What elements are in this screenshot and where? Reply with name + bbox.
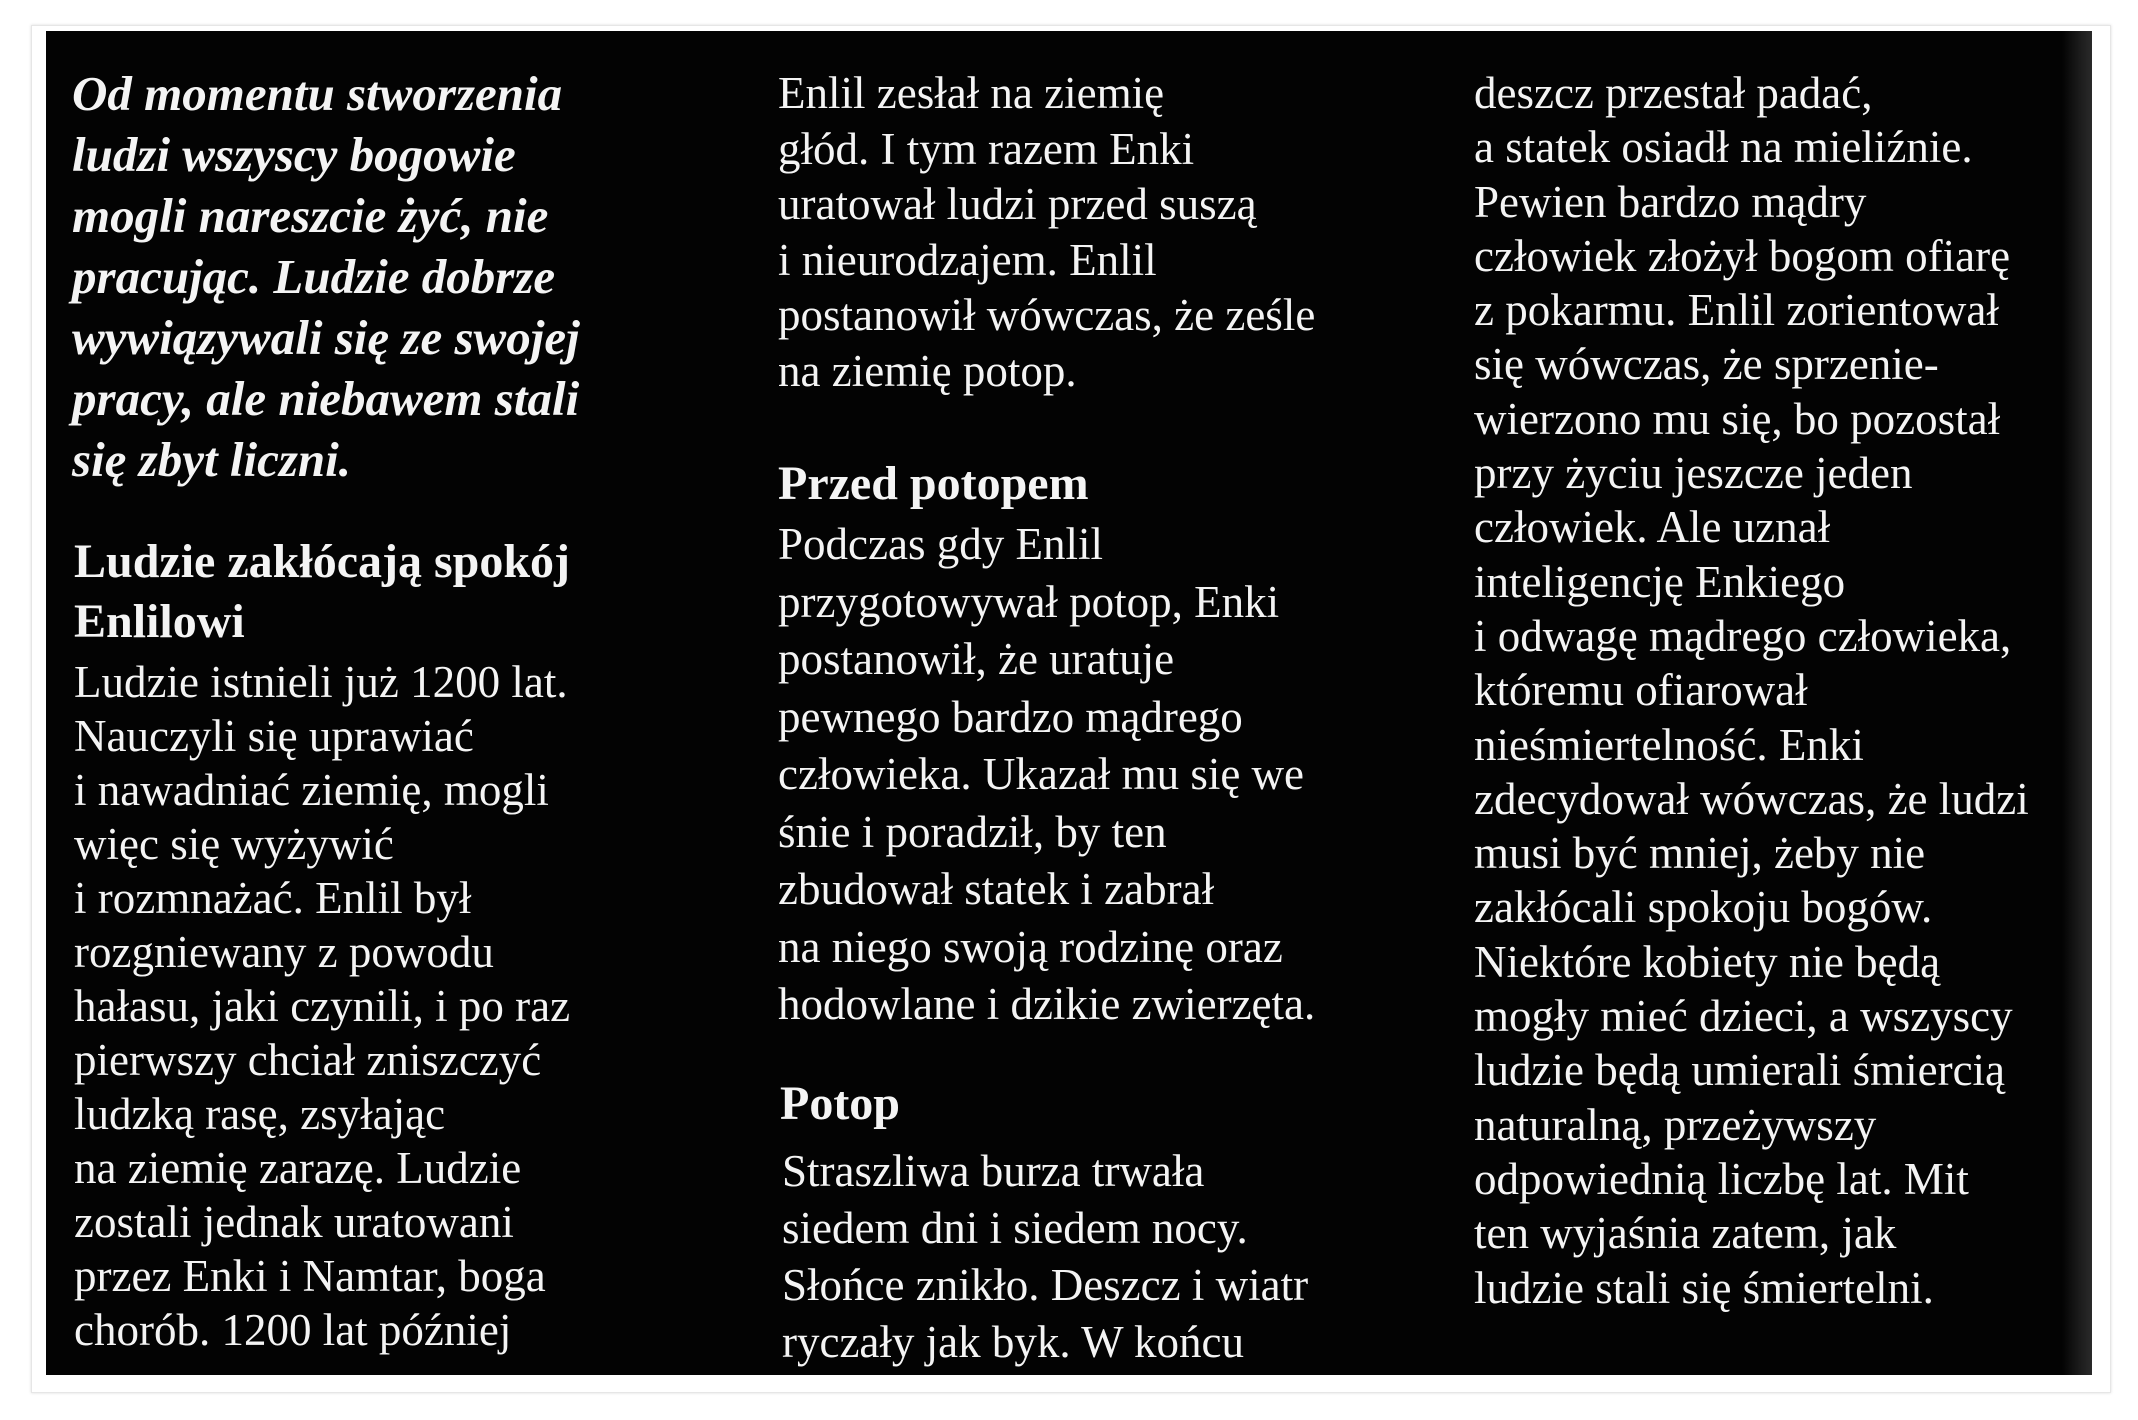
text-line: a statek osiadł na mieliźnie. xyxy=(1474,122,1973,173)
text-line: ten wyjaśnia zatem, jak xyxy=(1474,1208,1897,1259)
text-line: wywiązywali się ze swojej xyxy=(72,310,580,365)
text-line: pracy, ale niebawem stali xyxy=(72,371,580,426)
section-heading-przed-potopem xyxy=(778,454,1089,514)
section-heading-potop xyxy=(780,1074,900,1134)
text-line: postanowił, że uratuje xyxy=(778,634,1175,684)
text-line: Przed potopem xyxy=(778,457,1089,510)
text-line: Od momentu stworzenia xyxy=(72,66,563,121)
text-line: człowieka. Ukazał mu się we xyxy=(778,749,1305,799)
text-line: Podczas gdy Enlil xyxy=(778,519,1103,569)
intro-paragraph xyxy=(72,63,580,490)
text-line: człowiek złożył bogom ofiarę xyxy=(1474,230,2011,281)
text-line: Ludzie zakłócają spokój xyxy=(74,535,571,588)
text-line: hałasu, jaki czynili, i po raz xyxy=(74,981,571,1031)
text-line: i rozmnażać. Enlil był xyxy=(74,873,472,923)
text-line: mogli nareszcie żyć, nie xyxy=(72,188,549,243)
text-line: siedem dni i siedem nocy. xyxy=(782,1203,1248,1253)
text-line: wierzono mu się, bo pozostał xyxy=(1474,393,2001,444)
text-line: głód. I tym razem Enki xyxy=(778,123,1195,174)
text-line: pewnego bardzo mądrego xyxy=(778,691,1243,742)
column1-body-paragraph xyxy=(74,655,570,1357)
text-line: i nieurodzajem. Enlil xyxy=(778,234,1157,285)
text-line: odpowiednią liczbę lat. Mit xyxy=(1474,1153,1969,1204)
text-line: pracując. Ludzie dobrze xyxy=(72,249,556,304)
text-line: przy życiu jeszcze jeden xyxy=(1474,448,1913,499)
column3-body-paragraph xyxy=(1474,66,2029,1315)
text-line: inteligencję Enkiego xyxy=(1474,556,1846,607)
text-line: Słońce znikło. Deszcz i wiatr xyxy=(782,1260,1309,1310)
text-line: zakłócali spokoju bogów. xyxy=(1474,882,1933,933)
text-line: Straszliwa burza trwała xyxy=(782,1146,1205,1196)
text-line: musi być mniej, żeby nie xyxy=(1474,828,1926,879)
text-line: i nawadniać ziemię, mogli xyxy=(74,765,549,815)
text-line: pierwszy chciał zniszczyć xyxy=(74,1035,542,1085)
text-line: śnie i poradził, by ten xyxy=(778,806,1167,857)
text-line: ryczały jak byk. W końcu xyxy=(782,1317,1244,1367)
text-line: nieśmiertelność. Enki xyxy=(1474,719,1864,770)
text-line: naturalną, przeżywszy xyxy=(1474,1099,1877,1150)
text-line: ludzie będą umierali śmiercią xyxy=(1474,1045,2006,1096)
text-line: i odwagę mądrego człowieka, xyxy=(1474,610,2012,661)
text-line: Enlilowi xyxy=(74,595,245,648)
text-line: Nauczyli się uprawiać xyxy=(74,711,474,761)
text-line: na ziemię zarazę. Ludzie xyxy=(74,1143,522,1193)
text-line: zdecydował wówczas, że ludzi xyxy=(1474,773,2029,824)
text-line: ludzi wszyscy bogowie xyxy=(72,127,516,182)
text-line: ludzie stali się śmiertelni. xyxy=(1474,1262,1934,1313)
column2-top-paragraph xyxy=(778,66,1315,399)
text-line: Ludzie istnieli już 1200 lat. xyxy=(74,657,568,707)
text-line: zostali jednak uratowani xyxy=(74,1197,514,1247)
text-line: Potop xyxy=(780,1077,900,1130)
text-line: postanowił wówczas, że ześle xyxy=(778,290,1316,340)
text-line: Niektóre kobiety nie będą xyxy=(1474,936,1941,987)
section-heading-ludzie-zaklocaja-spokoj xyxy=(74,532,570,652)
text-line: się zbyt liczni. xyxy=(72,432,352,487)
text-line: Enlil zesłał na ziemię xyxy=(778,68,1165,118)
text-line: na ziemię potop. xyxy=(778,345,1077,396)
text-line: ludzką rasę, zsyłając xyxy=(74,1089,446,1139)
text-line: człowiek. Ale uznał xyxy=(1474,502,1831,553)
column2-middle-paragraph xyxy=(778,516,1315,1034)
text-line: deszcz przestał padać, xyxy=(1474,68,1873,118)
text-line: przygotowywał potop, Enki xyxy=(778,576,1280,627)
text-line: więc się wyżywić xyxy=(74,819,394,869)
text-line: Pewien bardzo mądry xyxy=(1474,176,1867,227)
text-line: zbudował statek i zabrał xyxy=(778,864,1215,914)
text-line: uratował ludzi przed suszą xyxy=(778,179,1257,229)
text-line: z pokarmu. Enlil zorientował xyxy=(1474,285,1999,336)
text-line: mogły mieć dzieci, a wszyscy xyxy=(1474,991,2013,1042)
text-line: hodowlane i dzikie zwierzęta. xyxy=(778,979,1316,1029)
text-line: na niego swoją rodzinę oraz xyxy=(778,921,1283,972)
text-line: chorób. 1200 lat później xyxy=(74,1305,512,1355)
column2-bottom-paragraph xyxy=(782,1143,1308,1371)
text-line: rozgniewany z powodu xyxy=(74,927,494,977)
text-line: się wówczas, że sprzenie- xyxy=(1474,339,1939,390)
text-line: któremu ofiarował xyxy=(1474,665,1808,716)
text-line: przez Enki i Namtar, boga xyxy=(74,1251,546,1301)
